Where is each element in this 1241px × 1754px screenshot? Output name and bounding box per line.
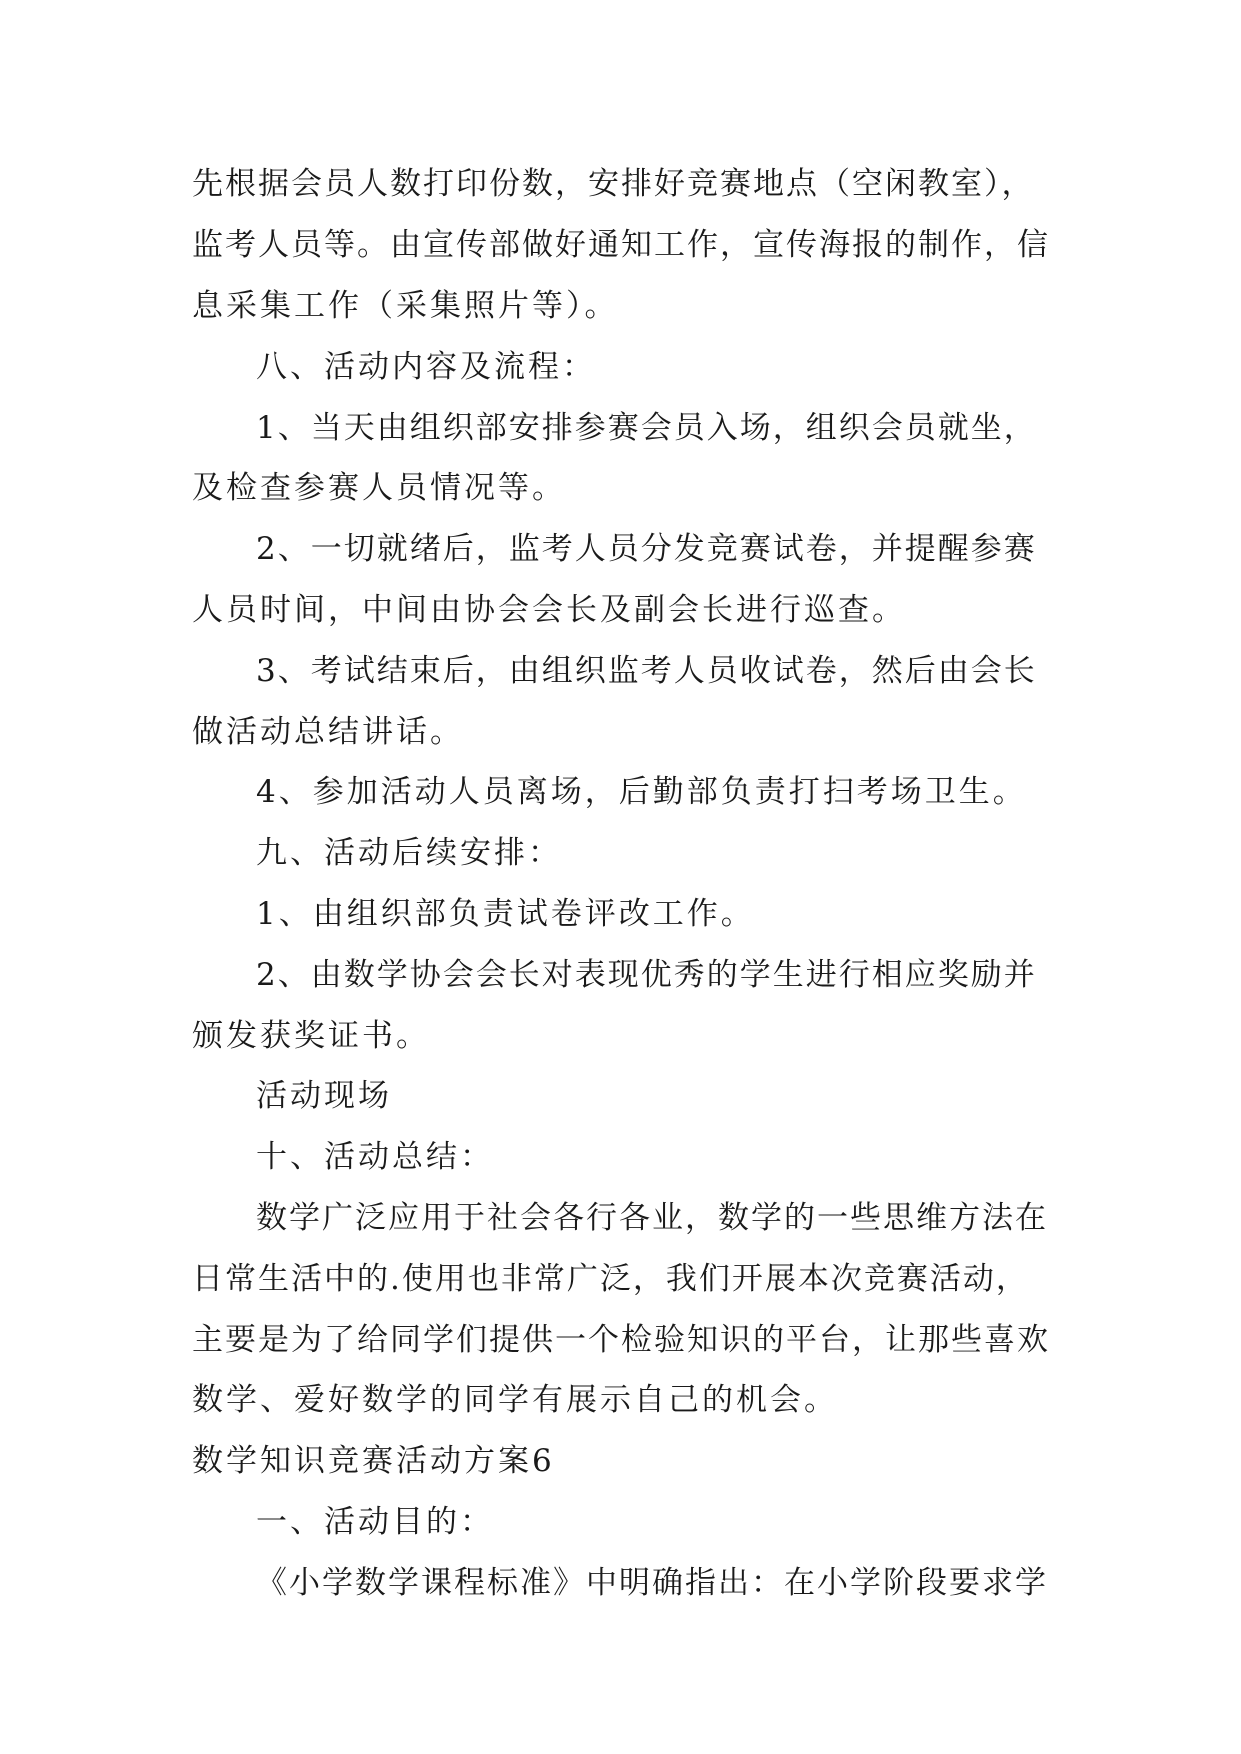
section-heading: 一、活动目的： — [256, 1504, 494, 1540]
paragraph-line: 及检查参赛人员情况等。 — [192, 470, 566, 506]
paragraph-line: 2、一切就绪后，监考人员分发竞赛试卷，并提醒参赛 — [256, 531, 1037, 567]
paragraph-line: 《小学数学课程标准》中明确指出：在小学阶段要求学 — [256, 1565, 1048, 1601]
paragraph-line: 做活动总结讲话。 — [192, 714, 464, 750]
paragraph-line: 息采集工作（采集照片等）。 — [192, 288, 619, 324]
paragraph-line: 2、由数学协会会长对表现优秀的学生进行相应奖励并 — [256, 957, 1037, 993]
paragraph-line: 数学、爱好数学的同学有展示自己的机会。 — [192, 1382, 838, 1418]
paragraph-line: 监考人员等。由宣传部做好通知工作，宣传海报的制作，信 — [192, 227, 1050, 263]
section-heading: 十、活动总结： — [256, 1139, 494, 1175]
paragraph-line: 数学广泛应用于社会各行各业，数学的一些思维方法在 — [256, 1200, 1048, 1236]
paragraph-line: 日常生活中的.使用也非常广泛，我们开展本次竞赛活动， — [192, 1261, 1029, 1297]
paragraph-line: 人员时间，中间由协会会长及副会长进行巡查。 — [192, 592, 906, 628]
paragraph-line: 主要是为了给同学们提供一个检验知识的平台，让那些喜欢 — [192, 1322, 1050, 1358]
section-heading: 八、活动内容及流程： — [256, 349, 596, 385]
paragraph-line: 3、考试结束后，由组织监考人员收试卷，然后由会长 — [256, 653, 1037, 689]
paragraph-line: 颁发获奖证书。 — [192, 1018, 430, 1054]
paragraph-line: 4、参加活动人员离场，后勤部负责打扫考场卫生。 — [256, 774, 1027, 810]
section-heading: 九、活动后续安排： — [256, 835, 562, 871]
document-title: 数学知识竞赛活动方案6 — [192, 1443, 555, 1479]
paragraph-line: 先根据会员人数打印份数，安排好竞赛地点（空闲教室）， — [192, 166, 1035, 202]
paragraph-line: 1、由组织部负责试卷评改工作。 — [256, 896, 755, 932]
paragraph-line: 活动现场 — [256, 1078, 392, 1114]
paragraph-line: 1、当天由组织部安排参赛会员入场，组织会员就坐， — [256, 410, 1037, 446]
